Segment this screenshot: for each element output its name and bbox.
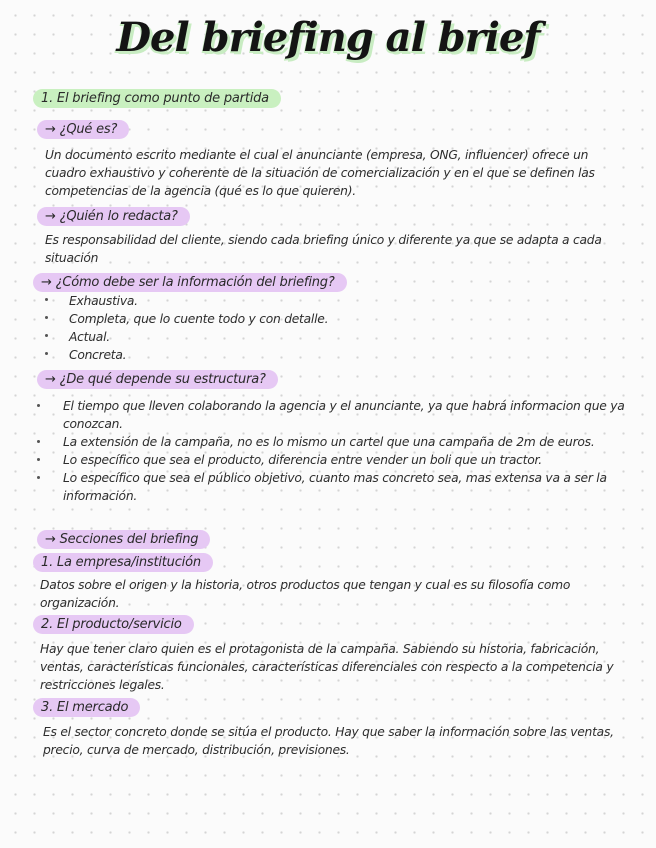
bullet-icon — [45, 316, 48, 319]
bullet-icon — [37, 404, 40, 407]
bullet-icon — [45, 298, 48, 301]
section-producto: 2. El producto/servicio — [33, 615, 194, 634]
list-item: Lo específico que sea el producto, diferencia entre vender un boli que un tractor. — [37, 451, 632, 469]
paragraph-que-es: Un documento escrito mediante el cual el anunciante (empresa, ONG, influencer) ofrece un cuadro exhaustivo y coherente de la situación de comercialización y en el que se definen las competencias de la agencia (qué es lo que quieren). — [45, 148, 595, 198]
question-depende-estructura: → ¿De qué depende su estructura? — [37, 370, 278, 389]
list-item: Actual. — [45, 328, 605, 346]
list-item: Completa, que lo cuente todo y con detalle. — [45, 310, 605, 328]
bullet-icon — [37, 458, 40, 461]
section-heading-briefing: 1. El briefing como punto de partida — [33, 89, 281, 108]
list-item: El tiempo que lleven colaborando la agencia y el anunciante, ya que habrá informacion que ya conozcan. — [37, 397, 632, 433]
list-item: Concreta. — [45, 346, 605, 364]
bullet-icon — [45, 352, 48, 355]
page-title: Del briefing al brief — [116, 14, 540, 61]
list-item: Lo específico que sea el público objetivo, cuanto mas concreto sea, mas extensa va a ser la información. — [37, 469, 632, 505]
question-que-es: → ¿Qué es? — [37, 120, 129, 139]
paragraph-mercado: Es el sector concreto donde se sitúa el producto. Hay que saber la información sobre las ventas, precio, curva de mercado, distribución, previsiones. — [43, 725, 614, 757]
bullet-icon — [37, 440, 40, 443]
list-item: La extensión de la campaña, no es lo mismo un cartel que una campaña de 2m de euros. — [37, 433, 632, 451]
paragraph-empresa: Datos sobre el origen y la historia, otros productos que tengan y cual es su filosofía como organización. — [40, 578, 571, 610]
list-como-informacion — [45, 292, 605, 364]
list-depende-estructura — [37, 397, 632, 505]
section-mercado: 3. El mercado — [33, 698, 140, 717]
paragraph-producto: Hay que tener claro quien es el protagonista de la campaña. Sabiendo su historia, fabricación, ventas, características funcionales, características diferenciales con respecto a la competencia y restricciones legales. — [40, 642, 614, 692]
bullet-icon — [45, 334, 48, 337]
list-item: Exhaustiva. — [45, 292, 605, 310]
heading-secciones-briefing: → Secciones del briefing — [37, 530, 210, 549]
section-empresa: 1. La empresa/institución — [33, 553, 213, 572]
paragraph-quien-redacta: Es responsabilidad del cliente, siendo cada briefing único y diferente ya que se adapta a cada situación — [45, 233, 602, 265]
bullet-icon — [37, 476, 40, 479]
question-quien-redacta: → ¿Quién lo redacta? — [37, 207, 190, 226]
question-como-informacion: → ¿Cómo debe ser la información del briefing? — [33, 273, 347, 292]
